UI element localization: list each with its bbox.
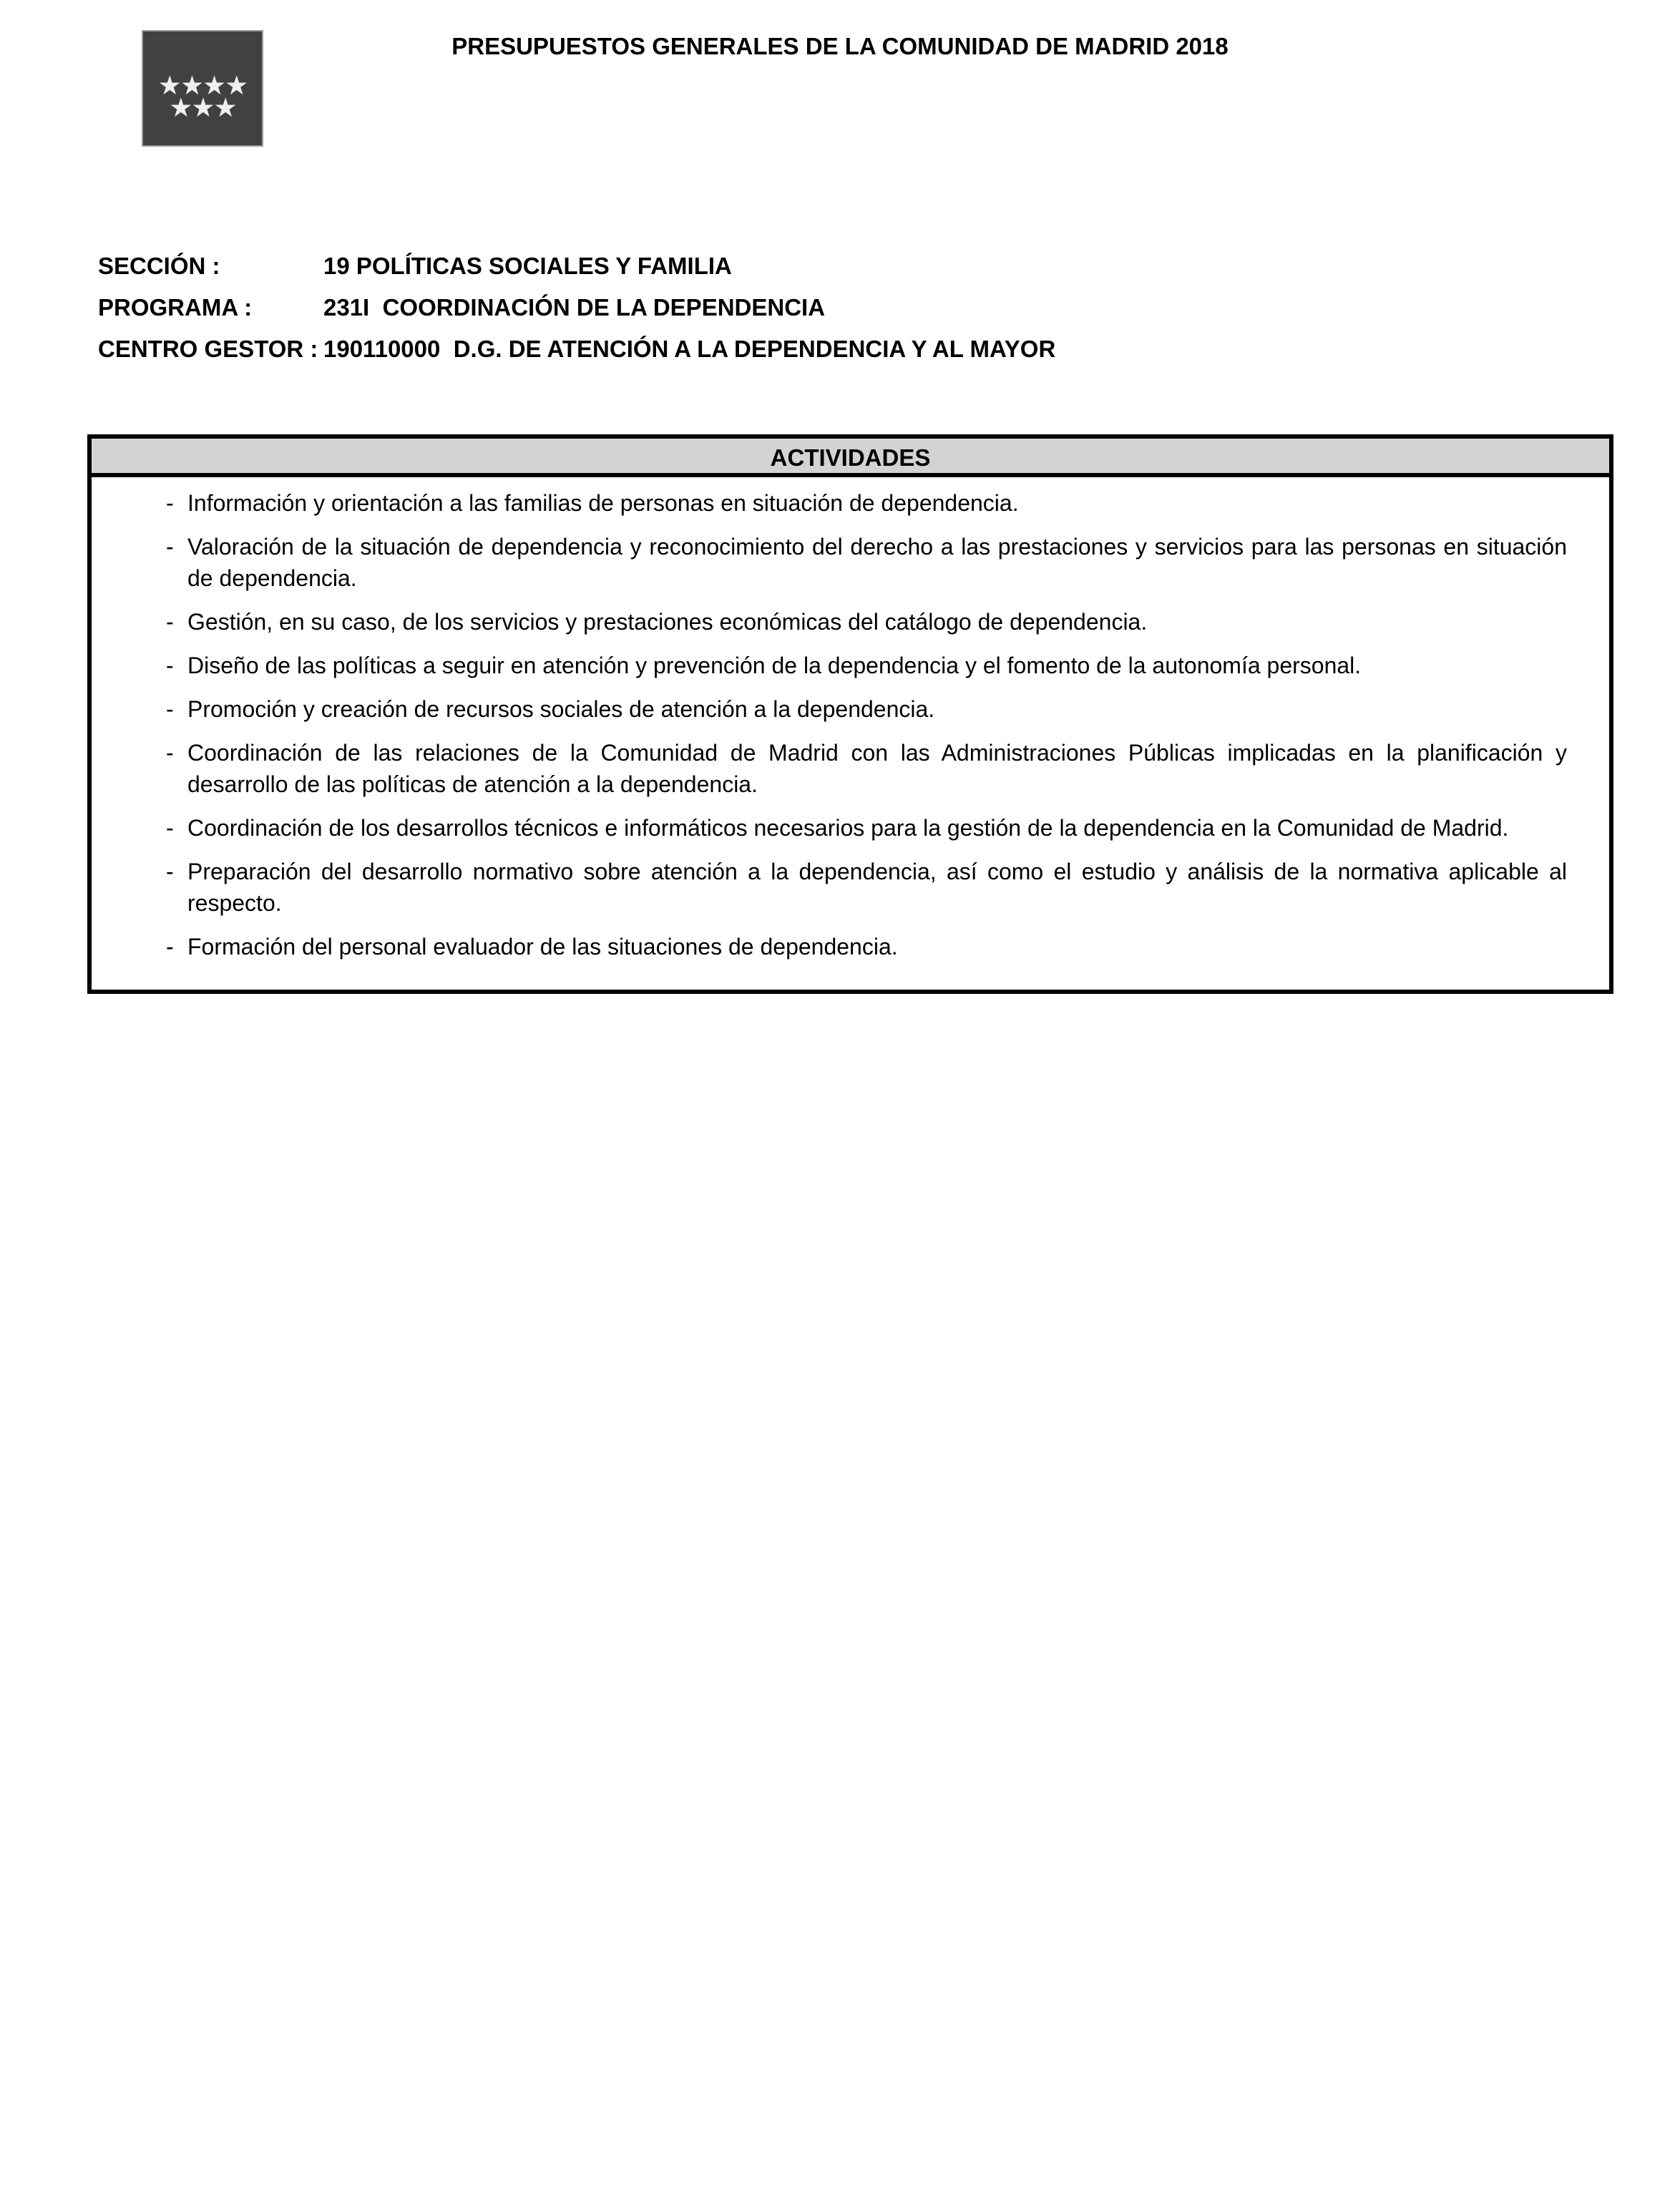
bullet-dash: - [166, 815, 174, 841]
activity-text: Información y orientación a las familias de personas en situación de dependencia. [187, 490, 1019, 516]
programa-label: PROGRAMA : [98, 294, 253, 321]
seccion-label: SECCIÓN : [98, 253, 220, 279]
activities-table-header: ACTIVIDADES [92, 439, 1609, 477]
activity-item [92, 531, 1567, 594]
centro-gestor-value: 190110000 D.G. DE ATENCIÓN A LA DEPENDENCIA Y AL MAYOR [323, 336, 1056, 362]
activity-text: Coordinación de las relaciones de la Comunidad de Madrid con las Administraciones Públicas implicadas en la planificación y desarrollo de las políticas de atención a la dependencia. [187, 740, 1567, 797]
info-row-seccion [98, 252, 1457, 280]
activity-item [92, 737, 1567, 800]
activity-item [92, 606, 1567, 638]
bullet-dash: - [166, 740, 174, 766]
stars-row-top: ★★★★ [157, 71, 248, 100]
activities-list [92, 477, 1609, 990]
bullet-dash: - [166, 696, 174, 722]
activity-item [92, 693, 1567, 725]
bullet-dash: - [166, 859, 174, 884]
activities-table [87, 434, 1613, 994]
activity-item [92, 856, 1567, 919]
activity-text: Preparación del desarrollo normativo sobre atención a la dependencia, así como el estudio y análisis de la normativa aplicable al respecto. [187, 859, 1567, 916]
bullet-dash: - [166, 934, 174, 960]
programa-value: 231I COORDINACIÓN DE LA DEPENDENCIA [323, 294, 826, 321]
bullet-dash: - [166, 534, 174, 560]
activity-item [92, 650, 1567, 681]
seven-stars-icon [143, 71, 262, 122]
activity-item [92, 931, 1567, 962]
activity-text: Formación del personal evaluador de las situaciones de dependencia. [187, 934, 898, 960]
activity-text: Valoración de la situación de dependencia y reconocimiento del derecho a las prestaciones y servicios para las personas en situación de dependencia. [187, 534, 1567, 591]
activity-text: Coordinación de los desarrollos técnicos e informáticos necesarios para la gestión de la dependencia en la Comunidad de Madrid. [187, 815, 1509, 841]
activity-text: Gestión, en su caso, de los servicios y prestaciones económicas del catálogo de dependencia. [187, 609, 1148, 635]
bullet-dash: - [166, 490, 174, 516]
info-row-centro-gestor [98, 335, 1457, 363]
stars-row-bottom: ★★★ [169, 93, 236, 122]
activity-text: Diseño de las políticas a seguir en atención y prevención de la dependencia y el fomento de la autonomía personal. [187, 653, 1362, 678]
bullet-dash: - [166, 609, 174, 635]
activity-item [92, 812, 1567, 844]
budget-info-block [98, 252, 1457, 376]
centro-gestor-label: CENTRO GESTOR : [98, 336, 318, 362]
seccion-value: 19 POLÍTICAS SOCIALES Y FAMILIA [323, 253, 732, 279]
page-title: PRESUPUESTOS GENERALES DE LA COMUNIDAD DE MADRID 2018 [451, 33, 1229, 59]
activity-text: Promoción y creación de recursos sociales de atención a la dependencia. [187, 696, 935, 722]
activities-table-body [92, 477, 1609, 990]
info-row-programa [98, 293, 1457, 322]
bullet-dash: - [166, 653, 174, 678]
activity-item [92, 487, 1567, 519]
